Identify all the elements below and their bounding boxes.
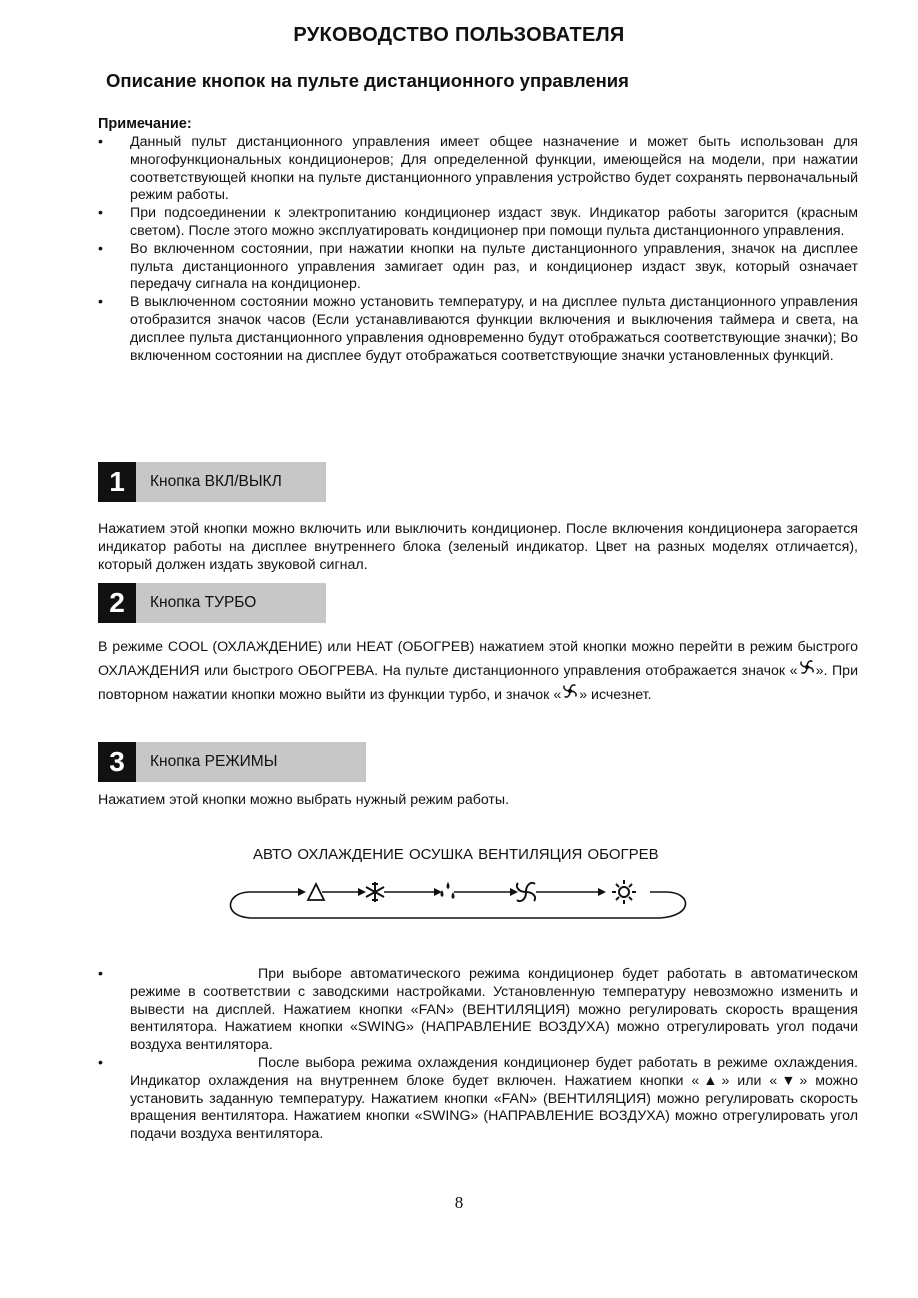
drops-icon — [441, 882, 455, 899]
turbo-text-part3: » исчезнет. — [579, 687, 652, 703]
bullet-symbol: • — [98, 205, 103, 222]
note-list — [98, 134, 858, 365]
note-text: Во включенном состоянии, при нажатии кнопки на пульте дистанционного управления, значок на дисплее пульта дистанционного управления замигает один раз, и кондиционер издаст звук, который означает передачу сигнала на кондиционер. — [130, 240, 858, 293]
arrow-head — [358, 888, 366, 896]
note-item — [98, 134, 858, 205]
note-text: Данный пульт дистанционного управления имеет общее назначение и может быть использован для многофункциональных кондиционеров; Для определенной функции, имеющейся на модели, при нажатии соответствующей кнопки на пульте дистанционного управления устройство будет сохранять первоначальный режим работы. — [130, 134, 858, 204]
auto-icon — [308, 884, 324, 900]
bullet-symbol: • — [98, 966, 103, 982]
section-number: 2 — [98, 583, 136, 623]
section-header-power — [98, 462, 326, 502]
note-heading: Примечание: — [98, 116, 192, 132]
note-item — [98, 241, 858, 294]
section-label: Кнопка РЕЖИМЫ — [150, 753, 278, 770]
bullet-symbol: • — [98, 134, 103, 150]
section-number: 1 — [98, 462, 136, 502]
sun-icon — [612, 880, 636, 904]
bullet-symbol: • — [98, 294, 103, 311]
mode-cycle-diagram — [220, 872, 700, 936]
cycle-loop-line — [230, 892, 685, 918]
snowflake-icon — [366, 882, 384, 902]
mode-bullet-item — [98, 1055, 858, 1144]
section-header-turbo — [98, 583, 326, 623]
section-text-modes: Нажатием этой кнопки можно выбрать нужный режим работы. — [98, 792, 510, 808]
turbo-text-part2: ». При повторном нажатии кнопки можно выйти из функции турбо, и значок « — [98, 663, 859, 703]
page-title: РУКОВОДСТВО ПОЛЬЗОВАТЕЛЯ — [293, 24, 625, 46]
section-number: 3 — [98, 742, 136, 782]
section-label: Кнопка ТУРБО — [150, 594, 257, 611]
mode-bullets — [98, 966, 858, 1144]
arrow-head — [298, 888, 306, 896]
note-item — [98, 294, 858, 365]
section-label: Кнопка ВКЛ/ВЫКЛ — [150, 473, 282, 490]
section-subtitle: Описание кнопок на пульте дистанционного управления — [106, 70, 629, 91]
turbo-fan-icon — [798, 658, 816, 682]
note-text: При подсоединении к электропитанию кондиционер издаст звук. Индикатор работы загорится (красным светом). После этого можно эксплуатировать кондиционер при помощи пульта дистанционного управления. — [130, 205, 858, 239]
section-header-modes — [98, 742, 366, 782]
turbo-fan-icon — [561, 682, 579, 706]
mode-bullet-text: При выборе автоматического режима кондиционер будет работать в автоматическом режиме в соответствии с заводскими настройками. Установленную температуру невозможно изменить и вывести на дисплей. Нажатием кнопки «FAN» (ВЕНТИЛЯЦИЯ) можно регулировать скорость вращения вентилятора. Нажатием кнопки «SWING» (НАПРАВЛЕНИЕ ВОЗДУХА) можно отрегулировать угол подачи воздуха вентилятора. — [130, 966, 858, 1054]
bullet-symbol: • — [98, 1054, 103, 1071]
mode-cycle-labels: АВТО ОХЛАЖДЕНИЕ ОСУШКА ВЕНТИЛЯЦИЯ ОБОГРЕВ — [253, 846, 659, 863]
mode-bullet-item — [98, 966, 858, 1055]
section-text-turbo — [98, 636, 858, 706]
arrow-head — [510, 888, 518, 896]
turbo-text-part1: В режиме COOL (ОХЛАЖДЕНИЕ) или HEAT (ОБОГРЕВ) нажатием этой кнопки можно перейти в режим быстрого ОХЛАЖДЕНИЯ или быстрого ОБОГРЕВА. На пульте дистанционного управления отображается значок « — [98, 639, 858, 679]
mode-bullet-text: После выбора режима охлаждения кондиционер будет работать в режиме охлаждения. Индикатор охлаждения на внутреннем блоке будет включен. Нажатием кнопки «▲» или «▼» можно установить заданную температуру. Нажатием кнопки «FAN» (ВЕНТИЛЯЦИЯ) можно регулировать скорость вращения вентилятора. Нажатием кнопки «SWING» (НАПРАВЛЕНИЕ ВОЗДУХА) можно отрегулировать угол подачи воздуха вентилятора. — [130, 1054, 858, 1143]
bullet-symbol: • — [98, 240, 103, 257]
page-number: 8 — [454, 1193, 464, 1212]
note-item — [98, 205, 858, 241]
arrow-head — [598, 888, 606, 896]
note-text: В выключенном состоянии можно установить температуру, и на дисплее пульта дистанционного управления отобразится значок часов (Если устанавливаются функции включения и выключения таймера и света, на дисплее пульта дистанционного управления одновременно будут отображаться соответствующие значки); Во включенном состоянии на дисплее будут отображаться соответствующие значки установленных функций. — [130, 294, 858, 364]
fan-icon — [517, 883, 535, 901]
section-text-power: Нажатием этой кнопки можно включить или выключить кондиционер. После включения кондиционера загорается индикатор работы на дисплее внутреннего блока (зеленый индикатор. Цвет на разных моделях отличается), который должен издать звуковой сигнал. — [98, 521, 858, 573]
